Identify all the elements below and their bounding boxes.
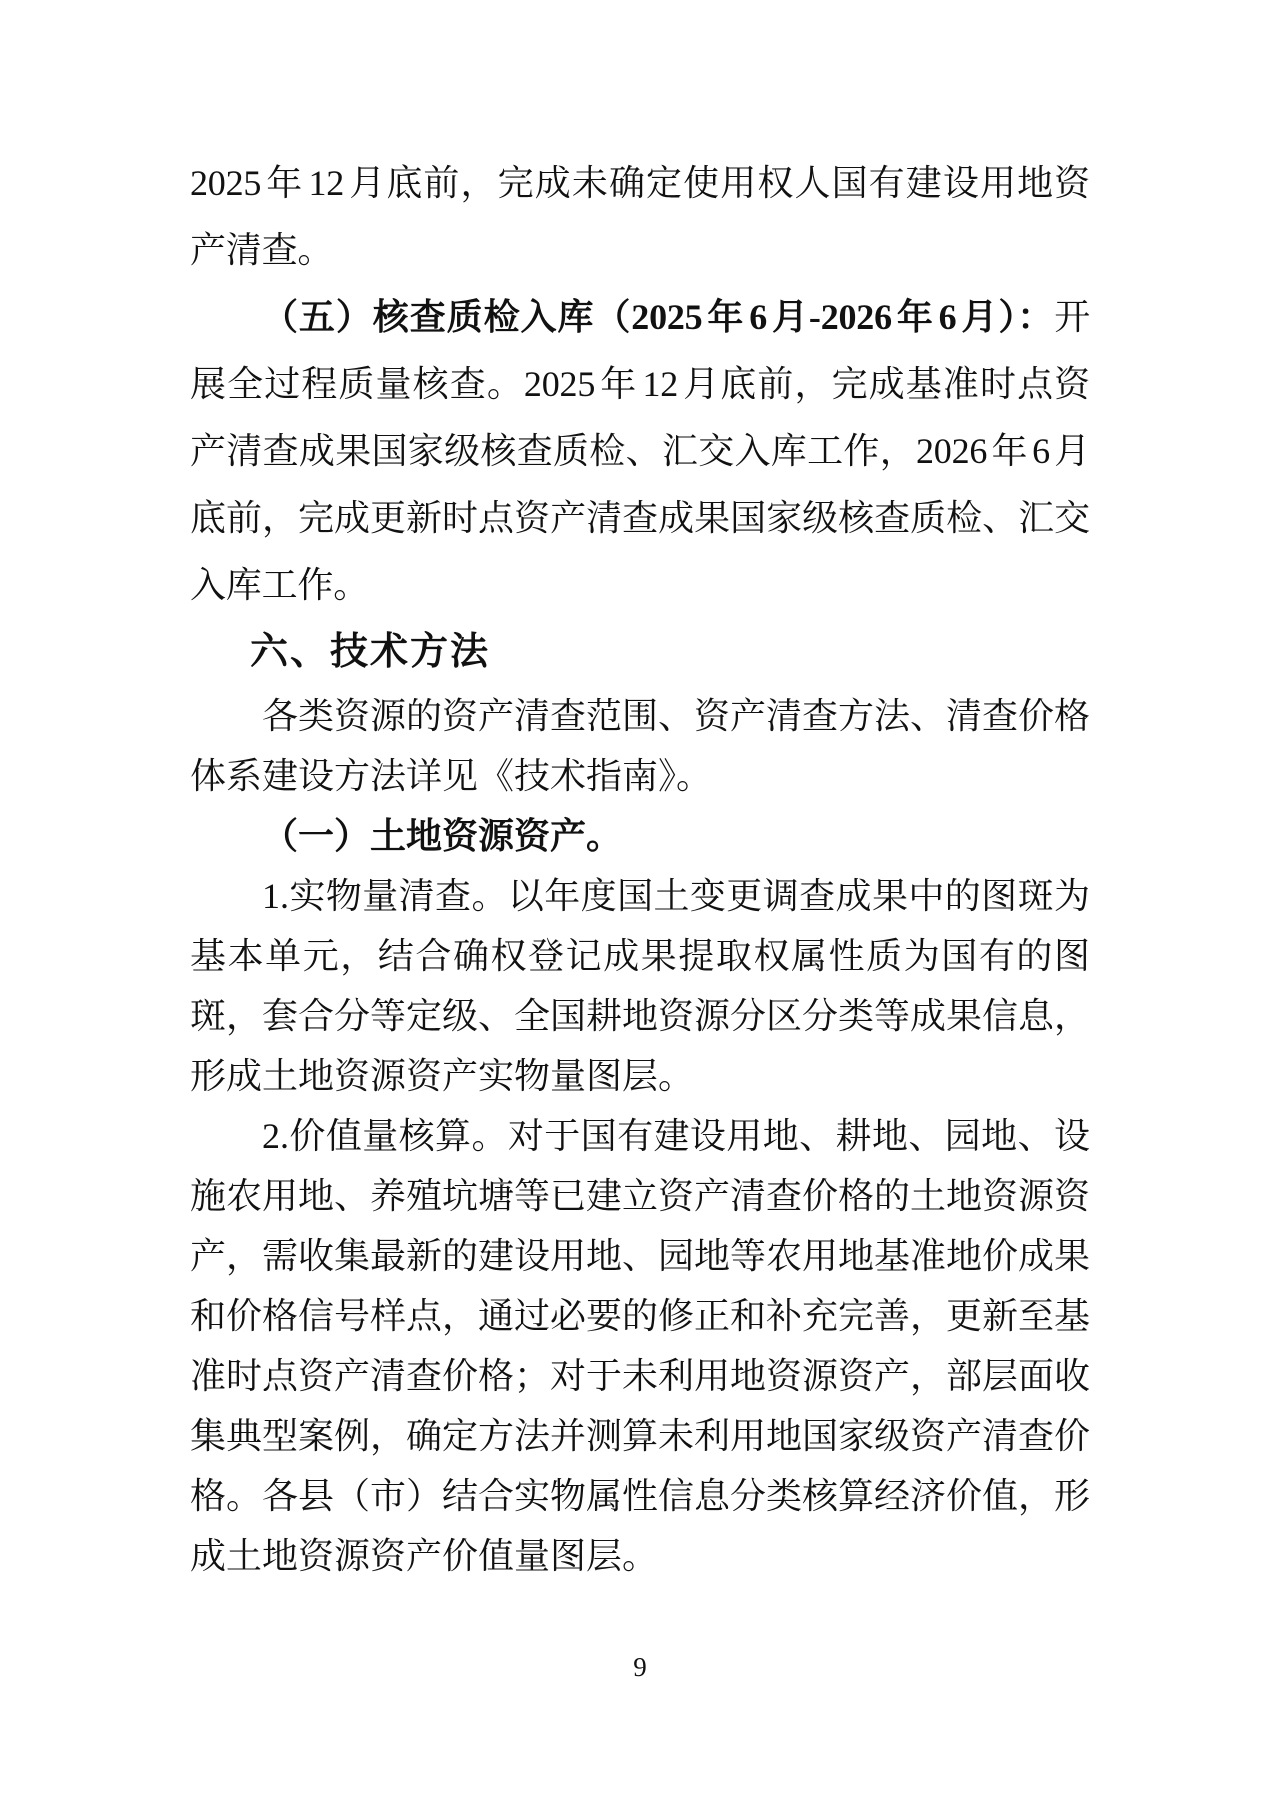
paragraph-item-2-value-accounting: 2.价值量核算。对于国有建设用地、耕地、园地、设施农用地、养殖坑塘等已建立资产清查价格的土地资源资产，需收集最新的建设用地、园地等农用地基准地价成果和价格信号样点，通过必要的修正和补充完善，更新至基准时点资产清查价格；对于未利用地资源资产，部层面收集典型案例，确定方法并测算未利用地国家级资产清查价格。各县（市）结合实物属性信息分类核算经济价值，形成土地资源资产价值量图层。: [190, 1116, 1091, 1576]
heading-section-6: 六、技术方法: [250, 631, 491, 673]
paragraph-section-5: [190, 284, 1090, 619]
document-content: [190, 150, 1090, 1586]
subheading-land-resource-assets: （一）土地资源资产。: [262, 816, 623, 856]
paragraph-continuation: 2025 年 12 月底前，完成未确定使用权人国有建设用地资产清查。: [190, 163, 1090, 270]
section-5-run-in-heading: （五）核查质检入库（2025 年 6 月-2026 年 6 月）：: [262, 297, 1055, 337]
page-number: 9: [633, 1652, 647, 1682]
section-5-body-text: 开展全过程质量核查。2025 年 12 月底前，完成基准时点资产清查成果国家级核查质检、汇交入库工作，2026 年 6 月底前，完成更新时点资产清查成果国家级核查质检、汇交入库工作。: [190, 297, 1090, 605]
paragraph-item-1-physical-inventory: 1.实物量清查。以年度国土变更调查成果中的图斑为基本单元，结合确权登记成果提取权属性质为国有的图斑，套合分等定级、全国耕地资源分区分类等成果信息，形成土地资源资产实物量图层。: [190, 876, 1091, 1096]
paragraph-section-6-intro: 各类资源的资产清查范围、资产清查方法、清查价格体系建设方法详见《技术指南》。: [190, 696, 1091, 796]
